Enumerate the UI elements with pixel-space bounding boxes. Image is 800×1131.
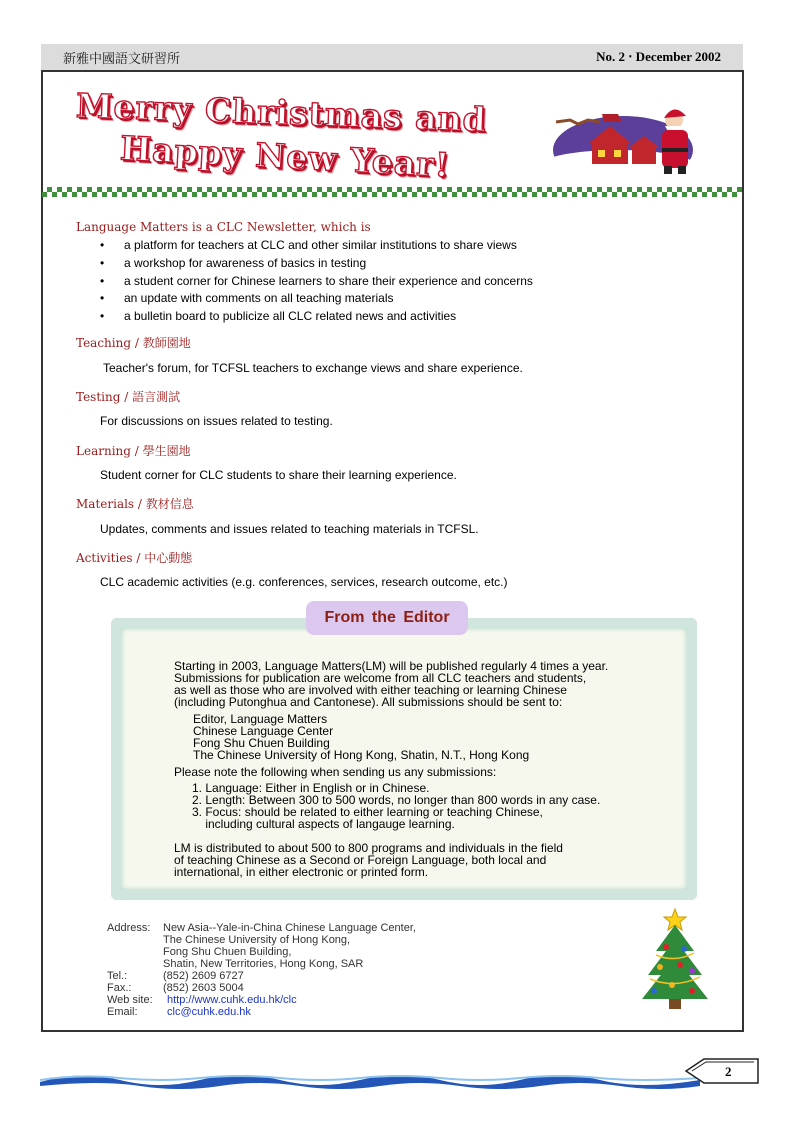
editor-paragraph-line: Submissions for publication are welcome from all CLC teachers and students, — [174, 671, 587, 685]
section-text-materials: Updates, comments and issues related to teaching materials in TCFSL. — [100, 522, 479, 536]
editor-paragraph-line: LM is distributed to about 500 to 800 programs and individuals in the field — [174, 841, 563, 855]
bullet-text: a platform for teachers at CLC and other similar institutions to share views — [124, 238, 517, 252]
address-label: Address: — [107, 922, 151, 934]
section-title-zh: 中心動態 — [144, 551, 193, 565]
page-header — [41, 44, 743, 70]
editor-paragraph-line: as well as those who are involved with either teaching or learning Chinese — [174, 683, 567, 697]
editor-address-line: Editor, Language Matters — [193, 712, 328, 726]
bullet-text: a student corner for Chinese learners to share their experience and concerns — [124, 274, 533, 288]
editor-address-line: Fong Shu Chuen Building — [193, 736, 330, 750]
greeting-line-1: Merry Christmas and — [75, 85, 488, 140]
editor-list-item: 1. Language: Either in English or in Chinese. — [192, 781, 430, 795]
address-line: Shatin, New Territories, Hong Kong, SAR — [163, 958, 364, 970]
section-title-materials — [76, 495, 194, 512]
editor-title: From the Editor — [306, 601, 468, 635]
tel-label: Tel.: — [107, 970, 128, 982]
header-institution: 新雅中國語文研習所 — [63, 52, 181, 67]
editor-note: Please note the following when sending us any submissions: — [174, 765, 497, 779]
editor-paragraph-line: of teaching Chinese as a Second or Foreign Language, both local and — [174, 853, 547, 867]
bullet-icon: • — [100, 238, 105, 252]
bullet-text: a bulletin board to publicize all CLC related news and activities — [124, 309, 457, 323]
editor-address-line: Chinese Language Center — [193, 724, 334, 738]
bullet-icon: • — [100, 291, 105, 305]
address-line: New Asia--Yale-in-China Chinese Language Center, — [163, 922, 416, 934]
tel-value: (852) 2609 6727 — [163, 970, 244, 982]
section-text-teaching: Teacher's forum, for TCFSL teachers to exchange views and share experience. — [103, 361, 523, 375]
fax-label: Fax.: — [107, 982, 132, 994]
page-number: 2 — [725, 1064, 732, 1079]
section-text-testing: For discussions on issues related to testing. — [100, 414, 333, 428]
fax-value: (852) 2603 5004 — [163, 982, 244, 994]
section-text-learning: Student corner for CLC students to share their learning experience. — [100, 468, 457, 482]
section-title-en: Materials / — [76, 497, 146, 511]
website-link[interactable]: http://www.cuhk.edu.hk/clc — [167, 994, 297, 1006]
section-title-activities — [76, 549, 192, 566]
section-title-en: Testing / — [76, 390, 133, 404]
bullet-text: an update with comments on all teaching materials — [124, 291, 394, 305]
section-title-en: Activities / — [76, 551, 145, 565]
bullet-icon: • — [100, 274, 105, 288]
bullet-text: a workshop for awareness of basics in testing — [124, 256, 367, 270]
editor-paragraph-line: (including Putonghua and Cantonese). All submissions should be sent to: — [174, 695, 563, 709]
bullet-icon: • — [100, 256, 105, 270]
santa-sleigh-scene-image — [548, 100, 708, 180]
footer-wave-decoration — [40, 1066, 700, 1092]
editor-paragraph-line: international, in either electronic or printed form. — [174, 865, 429, 879]
checkered-divider — [42, 187, 742, 197]
address-line: The Chinese University of Hong Kong, — [163, 934, 351, 946]
section-title-learning — [76, 442, 191, 459]
bullet-icon: • — [100, 309, 105, 323]
editor-list-item: 3. Focus: should be related to either learning or teaching Chinese, — [192, 805, 543, 819]
section-title-zh: 教材信息 — [145, 497, 194, 511]
website-label: Web site: — [107, 994, 153, 1006]
editor-list-item: 2. Length: Between 300 to 500 words, no longer than 800 words in any case. — [192, 793, 601, 807]
section-title-zh: 學生園地 — [142, 444, 191, 458]
section-text-activities: CLC academic activities (e.g. conferences, services, research outcome, etc.) — [100, 575, 508, 589]
section-title-teaching — [76, 334, 191, 351]
address-line: Fong Shu Chuen Building, — [163, 946, 292, 958]
page-number-badge — [684, 1056, 762, 1086]
section-title-testing — [76, 388, 180, 405]
christmas-tree-image — [636, 905, 714, 1015]
header-issue: No. 2 ‧ December 2002 — [596, 49, 721, 64]
section-title-en: Learning / — [76, 444, 143, 458]
greeting-line-2: Happy New Year! — [119, 128, 452, 185]
editor-address-line: The Chinese University of Hong Kong, Shatin, N.T., Hong Kong — [193, 748, 530, 762]
email-link[interactable]: clc@cuhk.edu.hk — [167, 1006, 251, 1018]
editor-paragraph-line: Starting in 2003, Language Matters(LM) will be published regularly 4 times a year. — [174, 659, 609, 673]
section-title-zh: 語言測試 — [132, 390, 181, 404]
editor-list-item: including cultural aspects of langauge learning. — [192, 817, 455, 831]
section-title-en: Teaching / — [76, 336, 143, 350]
intro-title: Language Matters is a CLC Newsletter, which is — [76, 220, 371, 234]
email-label: Email: — [107, 1006, 138, 1018]
section-title-zh: 教師園地 — [142, 336, 191, 350]
